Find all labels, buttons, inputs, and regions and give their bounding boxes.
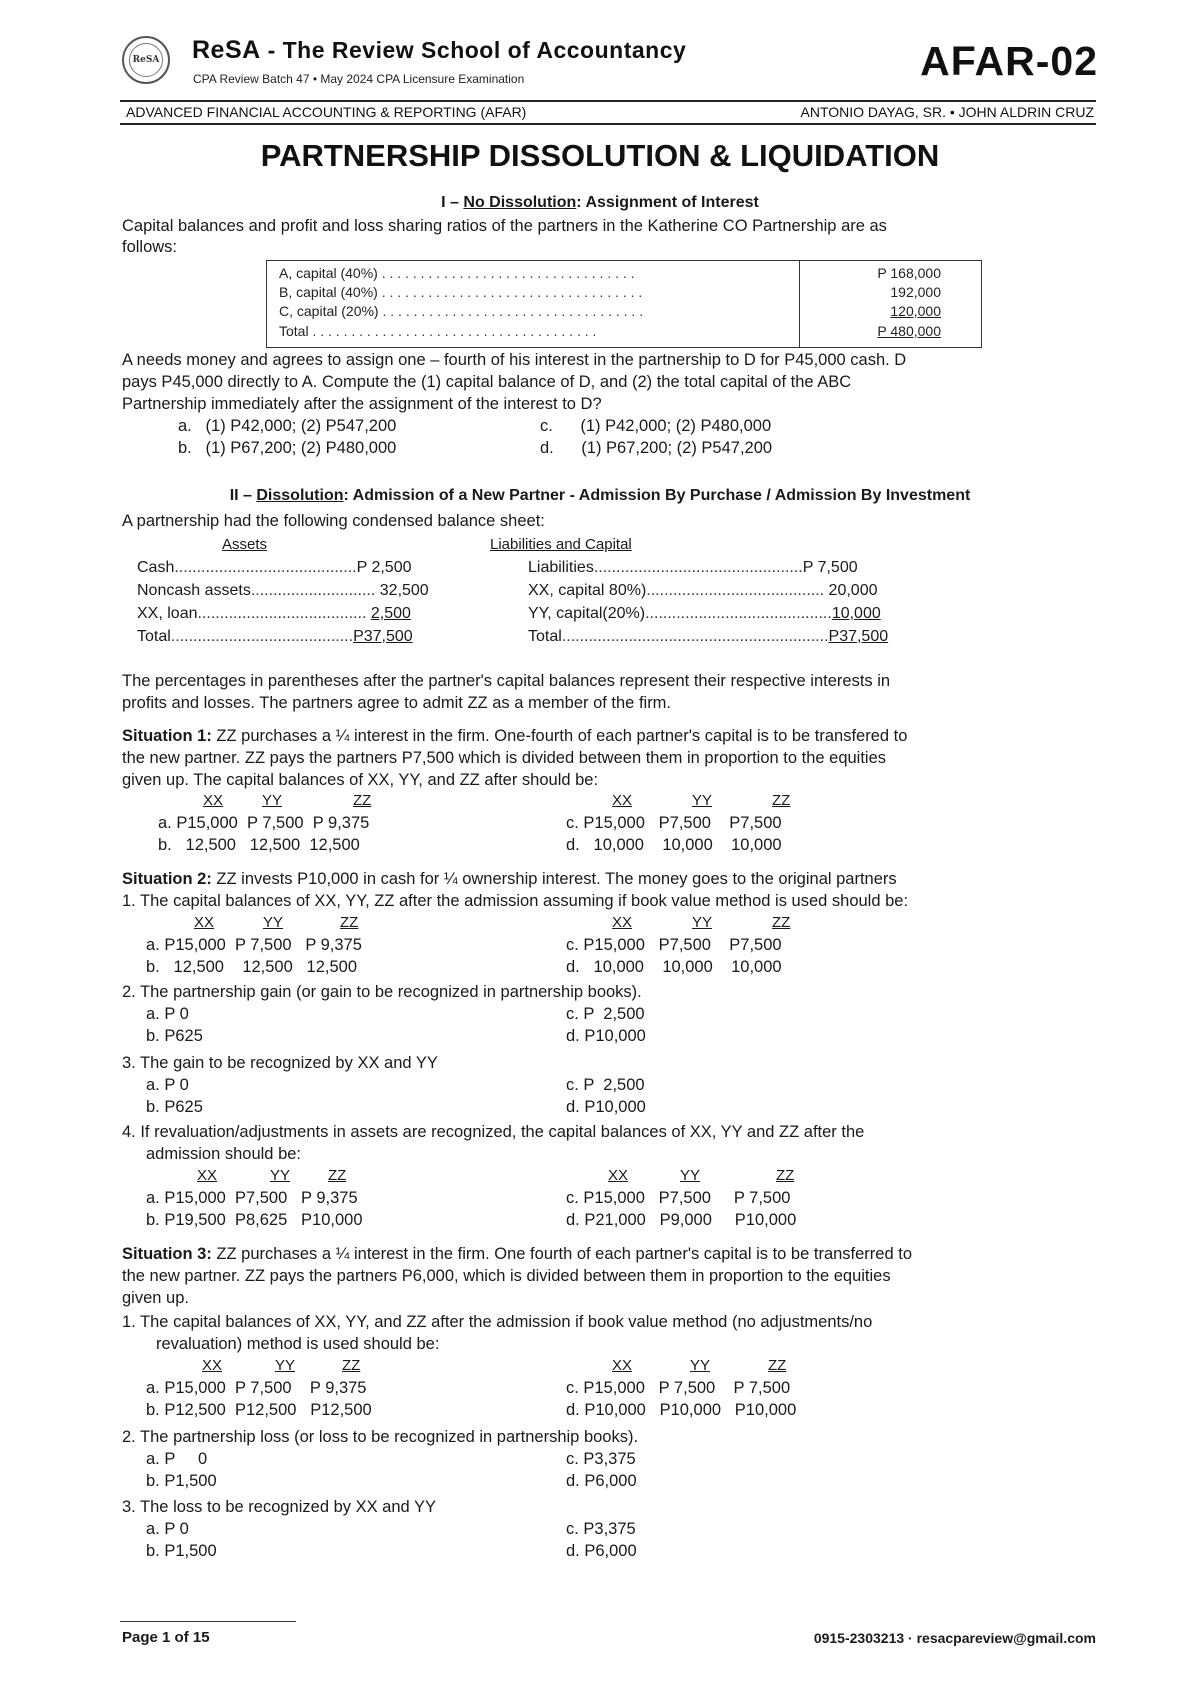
situation1-line2: the new partner. ZZ pays the partners P7,500 which is divided between them in proportion to the equities xyxy=(122,749,887,767)
s2-question4-line2: admission should be: xyxy=(146,1145,302,1163)
section1-choice-a: a. (1) P42,000; (2) P547,200 xyxy=(178,417,397,435)
s2-col-yy-right: YY xyxy=(692,914,713,931)
header-divider-top xyxy=(120,100,1096,102)
capital-row-total: Total . . . . . . . . . . . . . . . . . . . . . . . . . . . . . . . . . . . . . xyxy=(279,323,597,339)
s3-q3-choice-d: d. P6,000 xyxy=(566,1542,637,1560)
s3-col-xx-left: XX xyxy=(202,1357,223,1374)
situation1-line1: Situation 1: ZZ purchases a ¼ interest in the firm. One-fourth of each partner's capital is to be transfered to xyxy=(122,727,908,745)
s2-question3: 3. The gain to be recognized by XX and YY xyxy=(122,1054,438,1072)
authors: ANTONIO DAYAG, SR. • JOHN ALDRIN CRUZ xyxy=(800,104,1094,120)
s2-col-zz-left: ZZ xyxy=(340,914,359,931)
contact-info: 0915-2303213 · resacpareview@gmail.com xyxy=(813,1630,1096,1646)
school-name xyxy=(192,36,686,65)
section1-question-line2: pays P45,000 directly to A. Compute the (1) capital balance of D, and (2) the total capital of the ABC xyxy=(122,373,852,391)
page-number: Page 1 of 15 xyxy=(122,1629,210,1646)
s2-q3-choice-a: a. P 0 xyxy=(146,1076,189,1094)
asset-row-cash: Cash.........................................P 2,500 xyxy=(137,559,412,576)
footer-divider xyxy=(120,1621,296,1622)
school-logo xyxy=(122,36,170,84)
batch-info: CPA Review Batch 47 • May 2024 CPA Licensure Examination xyxy=(193,72,525,86)
s3-q2-choice-d: d. P6,000 xyxy=(566,1472,637,1490)
s2-q4-col-zz-right: ZZ xyxy=(776,1167,795,1184)
capital-row-b: B, capital (40%) . . . . . . . . . . . . . . . . . . . . . . . . . . . . . . . . . . xyxy=(279,284,643,300)
s2-q1-choice-d: d. 10,000 10,000 10,000 xyxy=(566,958,782,976)
situation3-line2: the new partner. ZZ pays the partners P6,000, which is divided between them in proportion to the equities xyxy=(122,1267,891,1285)
s2-q4-choice-d: d. P21,000 P9,000 P10,000 xyxy=(566,1211,797,1229)
asset-row-total: Total.........................................P37,500 xyxy=(137,628,413,645)
asset-row-loan: XX, loan...................................... 2,500 xyxy=(137,605,411,622)
s2-q4-col-xx-right: XX xyxy=(608,1167,629,1184)
capital-table xyxy=(266,260,982,348)
school-name-prefix: ReSA xyxy=(192,36,261,64)
situation3-line3: given up. xyxy=(122,1289,189,1307)
s3-q2-choice-b: b. P1,500 xyxy=(146,1472,217,1490)
s3-question1-line1: 1. The capital balances of XX, YY, and ZZ after the admission if book value method (no adjustments/no xyxy=(122,1313,873,1331)
s3-col-zz-right: ZZ xyxy=(768,1357,787,1374)
s2-col-xx-left: XX xyxy=(194,914,215,931)
s3-col-yy-right: YY xyxy=(690,1357,711,1374)
capital-amount-c: 120,000 xyxy=(890,303,941,319)
s2-question4-line1: 4. If revaluation/adjustments in assets are recognized, the capital balances of XX, YY and ZZ after the xyxy=(122,1123,865,1141)
assets-heading: Assets xyxy=(222,536,268,553)
liab-row-total: Total............................................................P37,500 xyxy=(528,628,889,645)
document-code: AFAR-02 xyxy=(920,38,1098,84)
situation2-line1: Situation 2: ZZ invests P10,000 in cash for ¼ ownership interest. The money goes to the original partners xyxy=(122,870,897,888)
s2-q2-choice-c: c. P 2,500 xyxy=(566,1005,645,1023)
s3-col-zz-left: ZZ xyxy=(342,1357,361,1374)
s2-q2-choice-d: d. P10,000 xyxy=(566,1027,646,1045)
liab-row-xx-capital: XX, capital 80%)........................................ 20,000 xyxy=(528,582,878,599)
section1-choice-d: d. (1) P67,200; (2) P547,200 xyxy=(540,439,773,457)
s2-q3-choice-c: c. P 2,500 xyxy=(566,1076,645,1094)
s2-q3-choice-b: b. P625 xyxy=(146,1098,203,1116)
s1-choice-d: d. 10,000 10,000 10,000 xyxy=(566,836,782,854)
s3-q3-choice-b: b. P1,500 xyxy=(146,1542,217,1560)
header-divider-bottom xyxy=(120,123,1096,125)
course-name: ADVANCED FINANCIAL ACCOUNTING & REPORTING (AFAR) xyxy=(126,104,527,120)
capital-amount-b: 192,000 xyxy=(890,284,941,300)
s3-q2-choice-a: a. P 0 xyxy=(146,1450,208,1468)
section2-note-line1: The percentages in parentheses after the partner's capital balances represent their respective interests in xyxy=(122,672,891,690)
s3-q3-choice-c: c. P3,375 xyxy=(566,1520,636,1538)
s2-q1-choice-c: c. P15,000 P7,500 P7,500 xyxy=(566,936,782,954)
s1-col-zz-left: ZZ xyxy=(353,792,372,809)
situation1-line3: given up. The capital balances of XX, YY, and ZZ after should be: xyxy=(122,771,599,789)
s3-q1-choice-c: c. P15,000 P 7,500 P 7,500 xyxy=(566,1379,791,1397)
s1-choice-b: b. 12,500 12,500 12,500 xyxy=(158,836,360,854)
situation3-line1: Situation 3: ZZ purchases a ¼ interest in the firm. One fourth of each partner's capital is to be transferred to xyxy=(122,1245,912,1263)
capital-amount-a: P 168,000 xyxy=(877,265,941,281)
section1-question-line3: Partnership immediately after the assignment of the interest to D? xyxy=(122,395,602,413)
s3-q3-choice-a: a. P 0 xyxy=(146,1520,189,1538)
school-logo-text: ReSA xyxy=(129,43,163,77)
s3-q1-choice-d: d. P10,000 P10,000 P10,000 xyxy=(566,1401,797,1419)
s2-q4-choice-a: a. P15,000 P7,500 P 9,375 xyxy=(146,1189,358,1207)
capital-row-c: C, capital (20%) . . . . . . . . . . . . . . . . . . . . . . . . . . . . . . . . . . xyxy=(279,303,644,319)
liab-row-yy-capital: YY, capital(20%)..........................................10,000 xyxy=(528,605,881,622)
section1-choice-b: b. (1) P67,200; (2) P480,000 xyxy=(178,439,397,457)
s3-col-xx-right: XX xyxy=(612,1357,633,1374)
s2-q4-col-xx-left: XX xyxy=(197,1167,218,1184)
s1-col-zz-right: ZZ xyxy=(772,792,791,809)
s3-q2-choice-c: c. P3,375 xyxy=(566,1450,636,1468)
section1-heading: I – No Dissolution: Assignment of Interest xyxy=(441,194,759,211)
s2-col-zz-right: ZZ xyxy=(772,914,791,931)
s3-question1-line2: revaluation) method is used should be: xyxy=(156,1335,440,1353)
s1-col-xx-left: XX xyxy=(203,792,224,809)
s2-q4-choice-b: b. P19,500 P8,625 P10,000 xyxy=(146,1211,363,1229)
s2-col-xx-right: XX xyxy=(612,914,633,931)
s2-question1: 1. The capital balances of XX, YY, ZZ after the admission assuming if book value method is used should be: xyxy=(122,892,909,910)
section2-intro: A partnership had the following condensed balance sheet: xyxy=(122,512,545,530)
section1-question-line1: A needs money and agrees to assign one – fourth of his interest in the partnership to D for P45,000 cash. D xyxy=(122,351,907,369)
s2-q3-choice-d: d. P10,000 xyxy=(566,1098,646,1116)
s2-q2-choice-a: a. P 0 xyxy=(146,1005,189,1023)
section1-intro-line1: Capital balances and profit and loss sharing ratios of the partners in the Katherine CO Partnership are as xyxy=(122,217,887,235)
section2-heading: II – Dissolution: Admission of a New Partner - Admission By Purchase / Admission By Investment xyxy=(229,487,971,504)
s2-q1-choice-b: b. 12,500 12,500 12,500 xyxy=(146,958,358,976)
liab-row-liabilities: Liabilities...............................................P 7,500 xyxy=(528,559,858,576)
s3-question3: 3. The loss to be recognized by XX and YY xyxy=(122,1498,437,1516)
s1-col-yy-left: YY xyxy=(262,792,283,809)
section2-note-line2: profits and losses. The partners agree to admit ZZ as a member of the firm. xyxy=(122,694,672,712)
s1-col-yy-right: YY xyxy=(692,792,713,809)
school-name-rest: - The Review School of Accountancy xyxy=(260,37,687,63)
s3-question2: 2. The partnership loss (or loss to be recognized in partnership books). xyxy=(122,1428,639,1446)
s2-q4-choice-c: c. P15,000 P7,500 P 7,500 xyxy=(566,1189,791,1207)
s1-choice-a: a. P15,000 P 7,500 P 9,375 xyxy=(158,814,370,832)
s2-q4-col-yy-left: YY xyxy=(270,1167,291,1184)
section1-intro-line2: follows: xyxy=(122,238,178,256)
s2-q2-choice-b: b. P625 xyxy=(146,1027,203,1045)
s1-choice-c: c. P15,000 P7,500 P7,500 xyxy=(566,814,782,832)
capital-amount-total: P 480,000 xyxy=(877,323,941,339)
capital-row-a: A, capital (40%) . . . . . . . . . . . . . . . . . . . . . . . . . . . . . . . . . xyxy=(279,265,635,281)
section1-choice-c: c. (1) P42,000; (2) P480,000 xyxy=(540,417,772,435)
page-title: PARTNERSHIP DISSOLUTION & LIQUIDATION xyxy=(260,138,940,173)
s2-question2: 2. The partnership gain (or gain to be recognized in partnership books). xyxy=(122,983,642,1001)
s2-q1-choice-a: a. P15,000 P 7,500 P 9,375 xyxy=(146,936,362,954)
s3-q1-choice-a: a. P15,000 P 7,500 P 9,375 xyxy=(146,1379,367,1397)
s3-col-yy-left: YY xyxy=(275,1357,296,1374)
s2-q4-col-zz-left: ZZ xyxy=(328,1167,347,1184)
s2-q4-col-yy-right: YY xyxy=(680,1167,701,1184)
s1-col-xx-right: XX xyxy=(612,792,633,809)
s2-col-yy-left: YY xyxy=(263,914,284,931)
liabilities-heading: Liabilities and Capital xyxy=(490,536,632,553)
s3-q1-choice-b: b. P12,500 P12,500 P12,500 xyxy=(146,1401,372,1419)
asset-row-noncash: Noncash assets............................ 32,500 xyxy=(137,582,429,599)
